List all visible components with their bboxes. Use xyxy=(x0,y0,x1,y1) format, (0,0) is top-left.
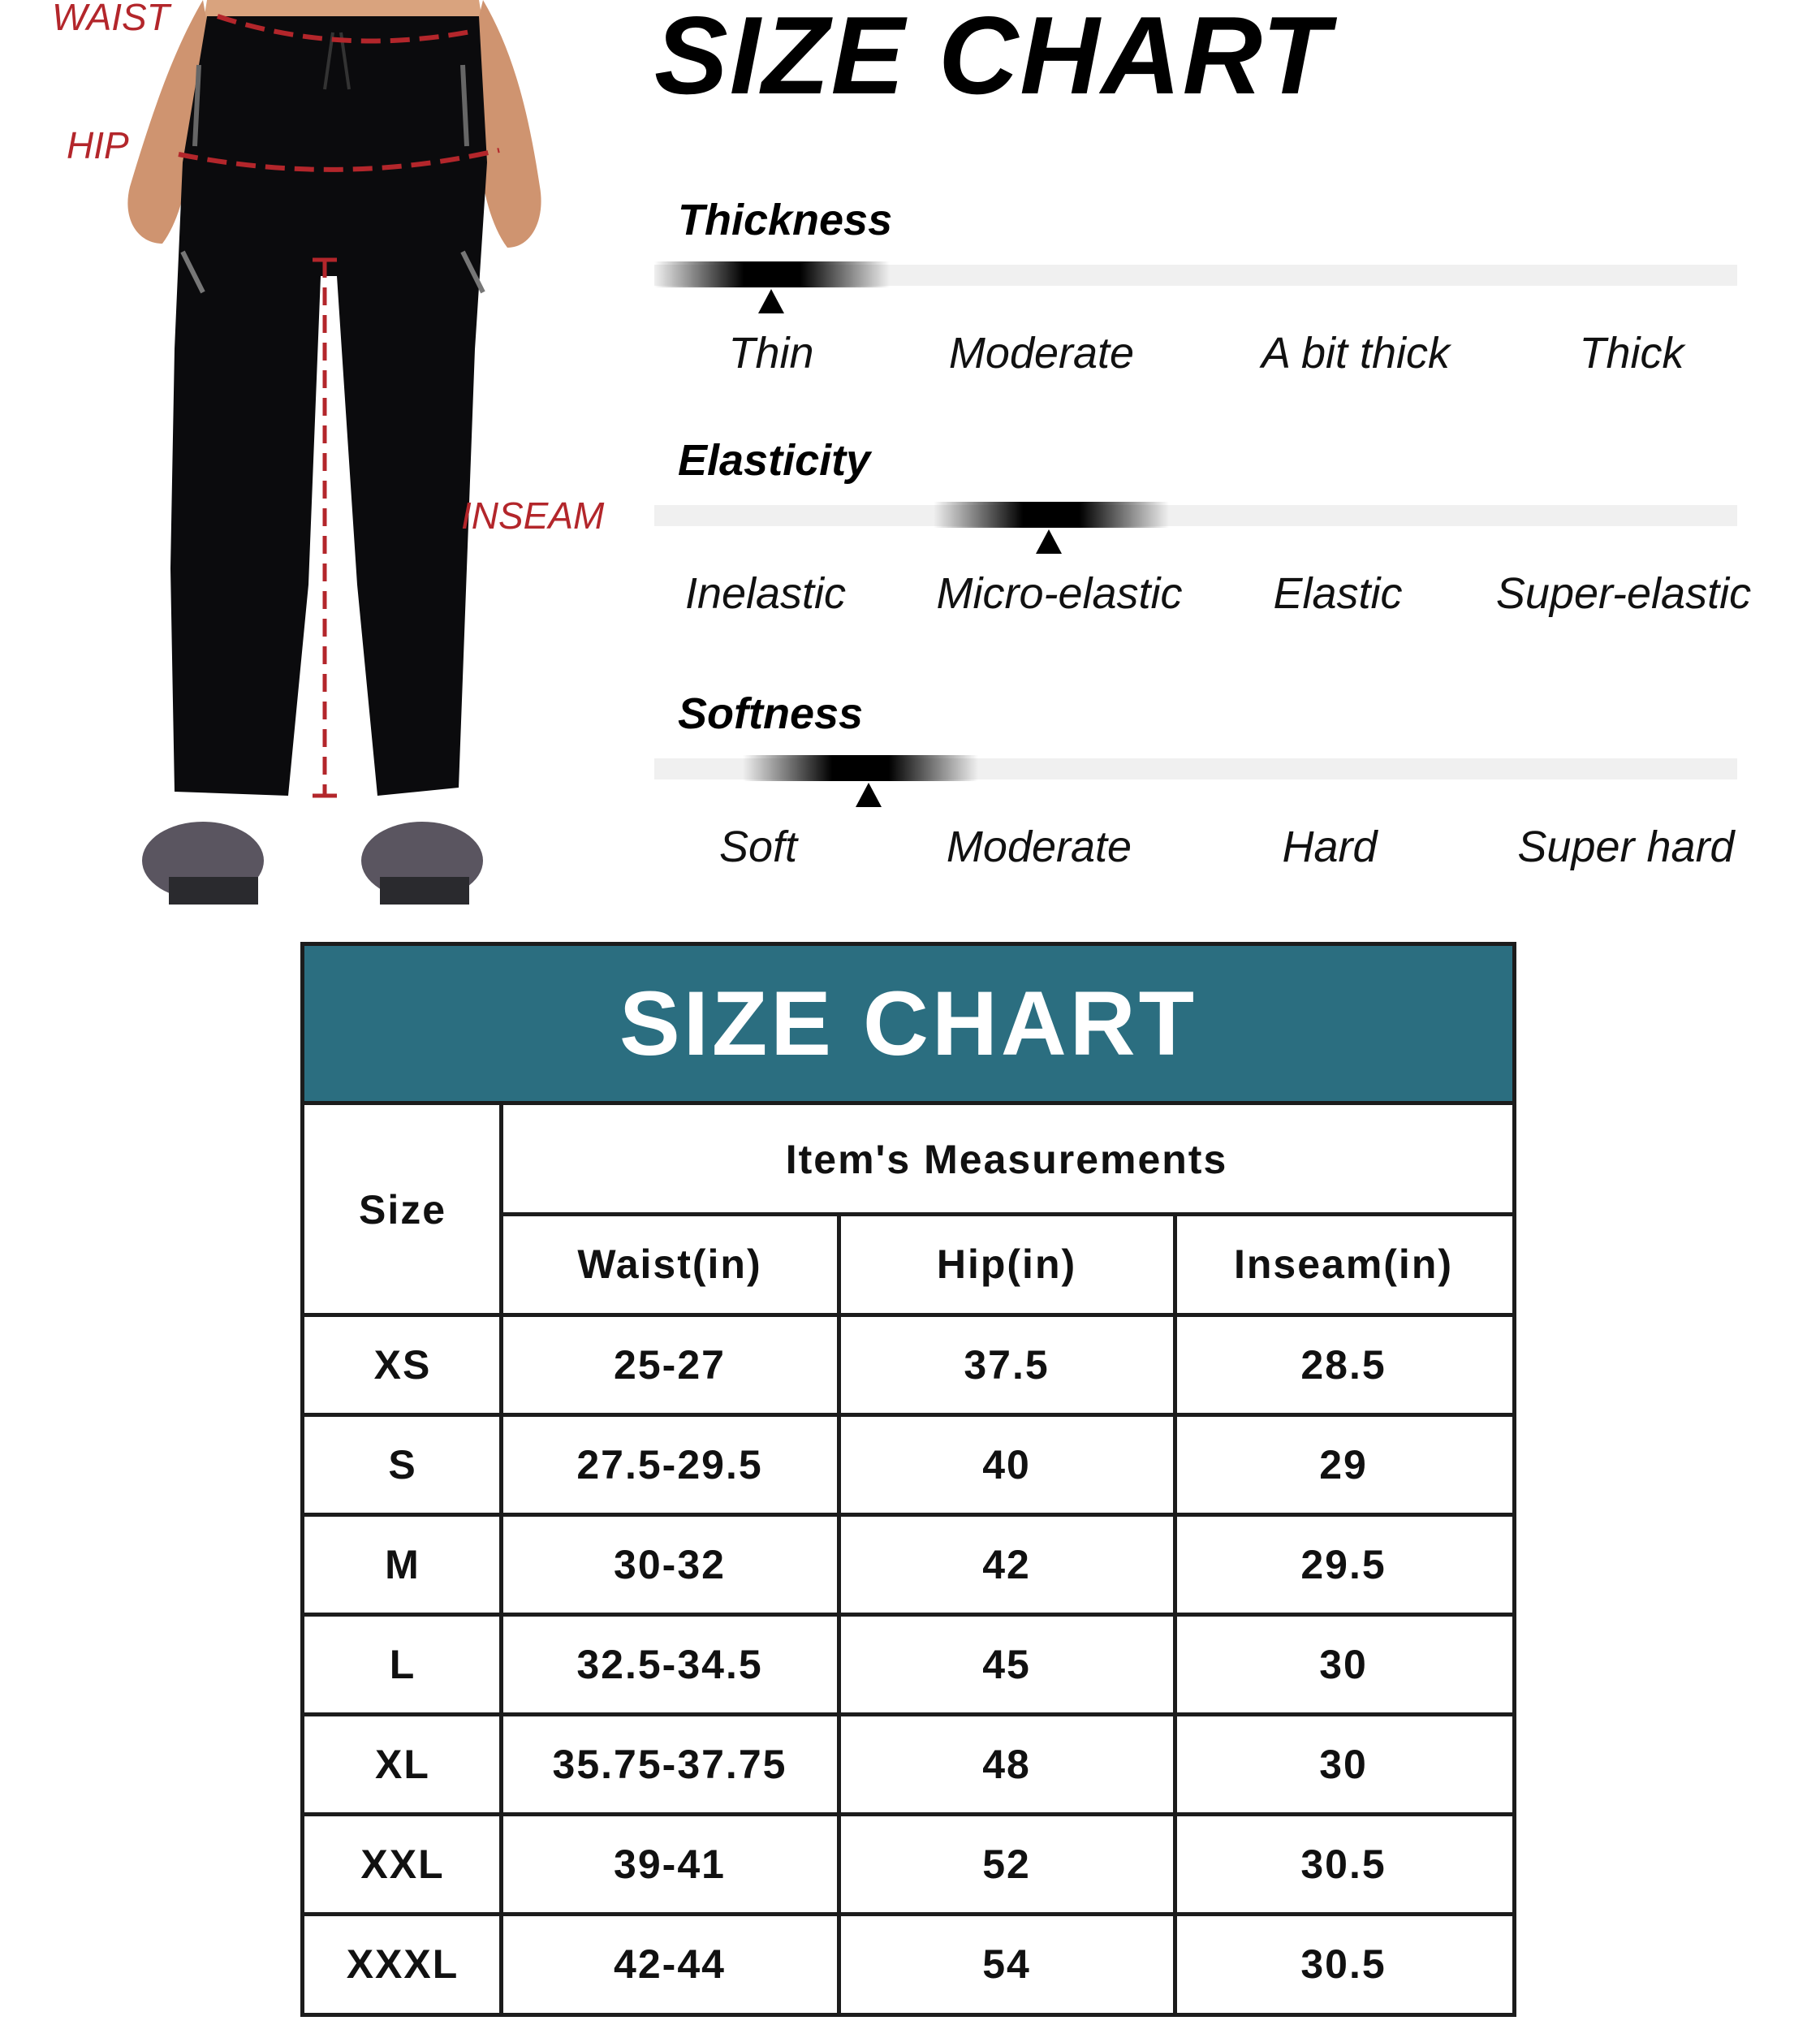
table-cell-inseam: 28.5 xyxy=(1300,1341,1387,1388)
page-title: SIZE CHART xyxy=(654,0,1331,117)
table-cell-hip: 48 xyxy=(982,1741,1031,1787)
table-cell-inseam: 30 xyxy=(1319,1741,1368,1787)
table-cell-size: XXXL xyxy=(346,1941,459,1987)
table-row-divider xyxy=(304,1912,1512,1916)
table-cell-waist: 27.5-29.5 xyxy=(576,1441,763,1487)
left-shoe-sole xyxy=(169,877,258,905)
attr-option: Elastic xyxy=(1273,569,1403,618)
table-cell-inseam: 30.5 xyxy=(1300,1941,1387,1987)
table-cell-hip: 37.5 xyxy=(964,1341,1050,1388)
attr-option: Thin xyxy=(728,329,814,378)
attr-option: A bit thick xyxy=(1261,329,1451,378)
attr-option: Hard xyxy=(1282,823,1378,871)
table-cell-waist: 32.5-34.5 xyxy=(576,1641,763,1687)
table-cell-hip: 54 xyxy=(982,1941,1031,1987)
header-divider xyxy=(501,1212,1512,1216)
table-cell-waist: 39-41 xyxy=(614,1841,726,1887)
attr-option: Inelastic xyxy=(684,569,847,618)
attr-option: Thick xyxy=(1579,329,1684,378)
measurements-group-header: Item's Measurements xyxy=(785,1137,1228,1182)
table-cell-size: XL xyxy=(375,1741,430,1787)
attr-track xyxy=(654,505,1737,526)
table-cell-waist: 35.75-37.75 xyxy=(552,1741,787,1787)
attr-title: Elasticity xyxy=(678,436,871,485)
right-shoe-sole xyxy=(380,877,469,905)
pants-model-figure xyxy=(0,0,649,918)
attr-pointer-icon xyxy=(758,289,784,313)
attr-option: Moderate xyxy=(946,823,1132,871)
attr-pointer-icon xyxy=(1036,529,1062,554)
table-cell-inseam: 30.5 xyxy=(1300,1841,1387,1887)
attr-option: Soft xyxy=(718,823,798,871)
table-cell-size: XXL xyxy=(360,1841,445,1887)
column-header: Inseam(in) xyxy=(1233,1241,1454,1287)
hip-label: HIP xyxy=(67,124,129,166)
table-cell-waist: 42-44 xyxy=(614,1941,726,1987)
size-column-header: Size xyxy=(358,1187,447,1233)
attr-title: Softness xyxy=(678,689,864,738)
table-cell-inseam: 29 xyxy=(1319,1441,1368,1487)
table-cell-size: L xyxy=(389,1641,416,1687)
column-divider xyxy=(1173,1214,1177,2014)
table-row-divider xyxy=(304,1812,1512,1816)
table-cell-hip: 52 xyxy=(982,1841,1031,1887)
table-row-divider xyxy=(304,1313,1512,1317)
column-divider xyxy=(499,1105,503,2014)
attr-thickness xyxy=(649,198,1753,425)
waist-label: WAIST xyxy=(52,0,170,38)
attr-pointer-icon xyxy=(856,783,882,807)
column-header: Waist(in) xyxy=(577,1241,762,1287)
attr-option: Micro-elastic xyxy=(936,569,1183,618)
table-cell-size: M xyxy=(385,1541,420,1587)
table-cell-size: XS xyxy=(373,1341,432,1388)
attr-elasticity xyxy=(649,438,1753,666)
table-row-divider xyxy=(304,1413,1512,1417)
table-title: SIZE CHART xyxy=(304,946,1512,1105)
attr-softness xyxy=(649,689,1753,919)
table-row-divider xyxy=(304,1712,1512,1716)
attr-level-marker xyxy=(743,755,978,781)
table-cell-hip: 45 xyxy=(982,1641,1031,1687)
table-cell-inseam: 29.5 xyxy=(1300,1541,1387,1587)
attr-option: Super-elastic xyxy=(1495,569,1752,618)
column-header: Hip(in) xyxy=(936,1241,1077,1287)
pants-body xyxy=(170,16,487,796)
table-cell-size: S xyxy=(388,1441,417,1487)
table-cell-hip: 40 xyxy=(982,1441,1031,1487)
attr-level-marker xyxy=(654,261,890,287)
attr-level-marker xyxy=(934,502,1169,528)
attr-option: Super hard xyxy=(1517,823,1735,871)
table-row-divider xyxy=(304,1513,1512,1517)
table-row-divider xyxy=(304,1613,1512,1617)
table-cell-inseam: 30 xyxy=(1319,1641,1368,1687)
table-cell-waist: 30-32 xyxy=(614,1541,726,1587)
column-divider xyxy=(837,1214,841,2014)
attr-option: Moderate xyxy=(948,329,1135,378)
size-table xyxy=(300,942,1516,2017)
inseam-label: INSEAM xyxy=(461,494,605,537)
table-cell-hip: 42 xyxy=(982,1541,1031,1587)
attr-title: Thickness xyxy=(678,196,893,244)
table-cell-waist: 25-27 xyxy=(614,1341,726,1388)
